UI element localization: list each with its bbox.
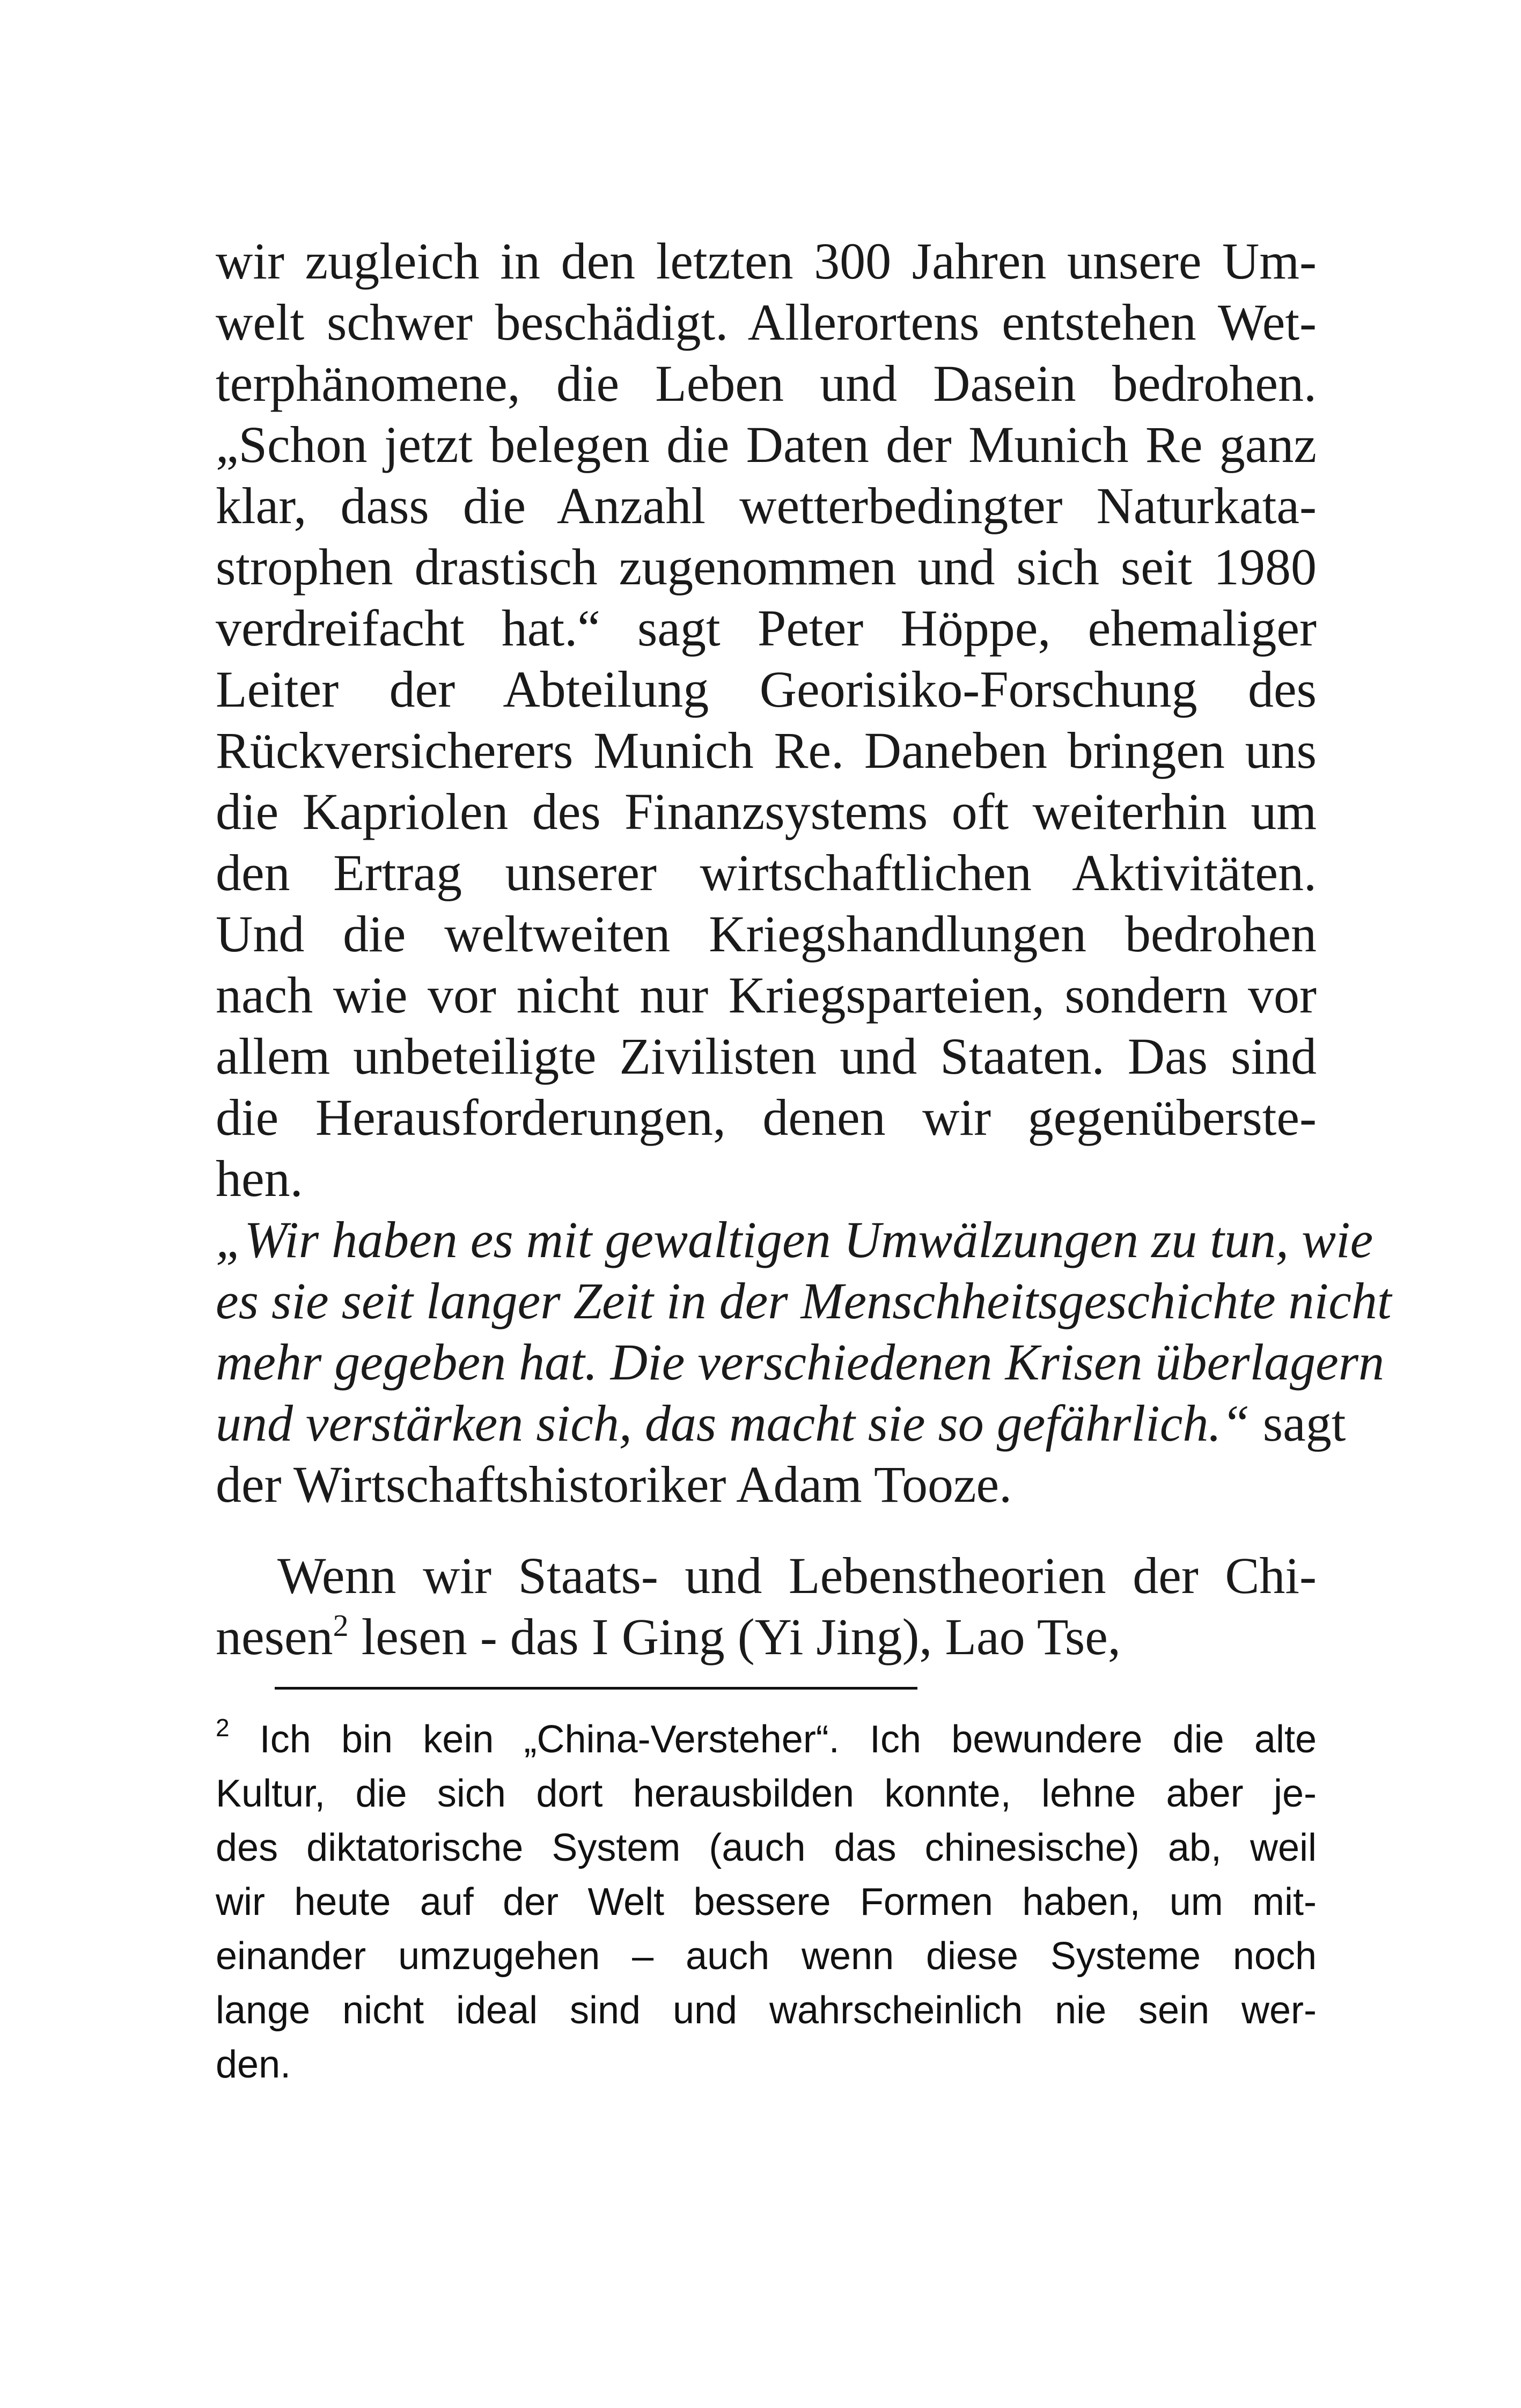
text-fragment: lesen - das I Ging (Yi Jing), Lao Tse, — [348, 1608, 1121, 1665]
paragraph-start-line: Wenn wir Staats- und Lebenstheorien der Chi- — [277, 1547, 1317, 1604]
quote-line: es sie seit langer Zeit in der Menschheitsgeschichte nicht — [216, 1272, 1392, 1330]
quote-line-mixed — [216, 1393, 1346, 1454]
quote-attribution: der Wirtschaftshistoriker Adam Tooze. — [216, 1456, 1012, 1513]
quote-verb: sagt — [1250, 1394, 1346, 1452]
footnote-line: den. — [216, 2043, 291, 2086]
footnote-separator — [275, 1687, 917, 1690]
text-line: welt schwer beschädigt. Allerortens entstehen Wet- — [216, 293, 1317, 351]
text-line: hen. — [216, 1150, 303, 1207]
text-line: Und die weltweiten Kriegshandlungen bedrohen — [216, 905, 1317, 963]
text-line: den Ertrag unserer wirtschaftlichen Aktivitäten. — [216, 844, 1317, 901]
footnote-line: des diktatorische System (auch das chinesische) ab, weil — [216, 1826, 1317, 1869]
text-line: wir zugleich in den letzten 300 Jahren unsere Um- — [216, 232, 1317, 290]
text-line: allem unbeteiligte Zivilisten und Staaten. Das sind — [216, 1027, 1317, 1085]
text-line: die Herausforderungen, denen wir gegenüberste- — [216, 1089, 1317, 1146]
quote-line: mehr gegeben hat. Die verschiedenen Krisen überlagern — [216, 1333, 1385, 1391]
text-line: klar, dass die Anzahl wetterbedingter Naturkata- — [216, 477, 1317, 534]
footnote-line: Kultur, die sich dort herausbilden konnte, lehne aber je- — [216, 1772, 1317, 1815]
text-fragment: nesen — [216, 1608, 333, 1665]
text-line: strophen drastisch zugenommen und sich seit 1980 — [216, 538, 1317, 596]
footnote-text: Ich bin kein „China-Versteher“. Ich bewundere die alte — [229, 1718, 1317, 1761]
footnote-line: wir heute auf der Welt bessere Formen haben, um mit- — [216, 1881, 1317, 1924]
text-line: die Kapriolen des Finanzsystems oft weiterhin um — [216, 783, 1317, 840]
text-line: „Schon jetzt belegen die Daten der Munich Re ganz — [216, 416, 1317, 473]
text-line: Rückversicherers Munich Re. Daneben bringen uns — [216, 722, 1317, 779]
footnote-line: einander umzugehen – auch wenn diese Systeme noch — [216, 1935, 1317, 1978]
text-line: verdreifacht hat.“ sagt Peter Höppe, ehemaliger — [216, 599, 1317, 657]
footnote-number: 2 — [216, 1714, 230, 1742]
text-line: Leiter der Abteilung Georisiko-Forschung des — [216, 660, 1317, 718]
text-line — [216, 1606, 1317, 1668]
footnote-line — [216, 1713, 1317, 1767]
footnote-line: lange nicht ideal sind und wahrscheinlich nie sein wer- — [216, 1989, 1317, 2032]
footnote-reference[interactable]: 2 — [333, 1608, 349, 1643]
body-text — [216, 231, 1392, 1668]
text-line: nach wie vor nicht nur Kriegsparteien, sondern vor — [216, 966, 1317, 1024]
text-line: terphänomene, die Leben und Dasein bedrohen. — [216, 355, 1317, 412]
quote-line: „Wir haben es mit gewaltigen Umwälzungen zu tun, wie — [216, 1211, 1373, 1268]
footnote — [216, 1713, 1317, 2092]
quote-end: und verstärken sich, das macht sie so gefährlich.“ — [216, 1394, 1250, 1452]
